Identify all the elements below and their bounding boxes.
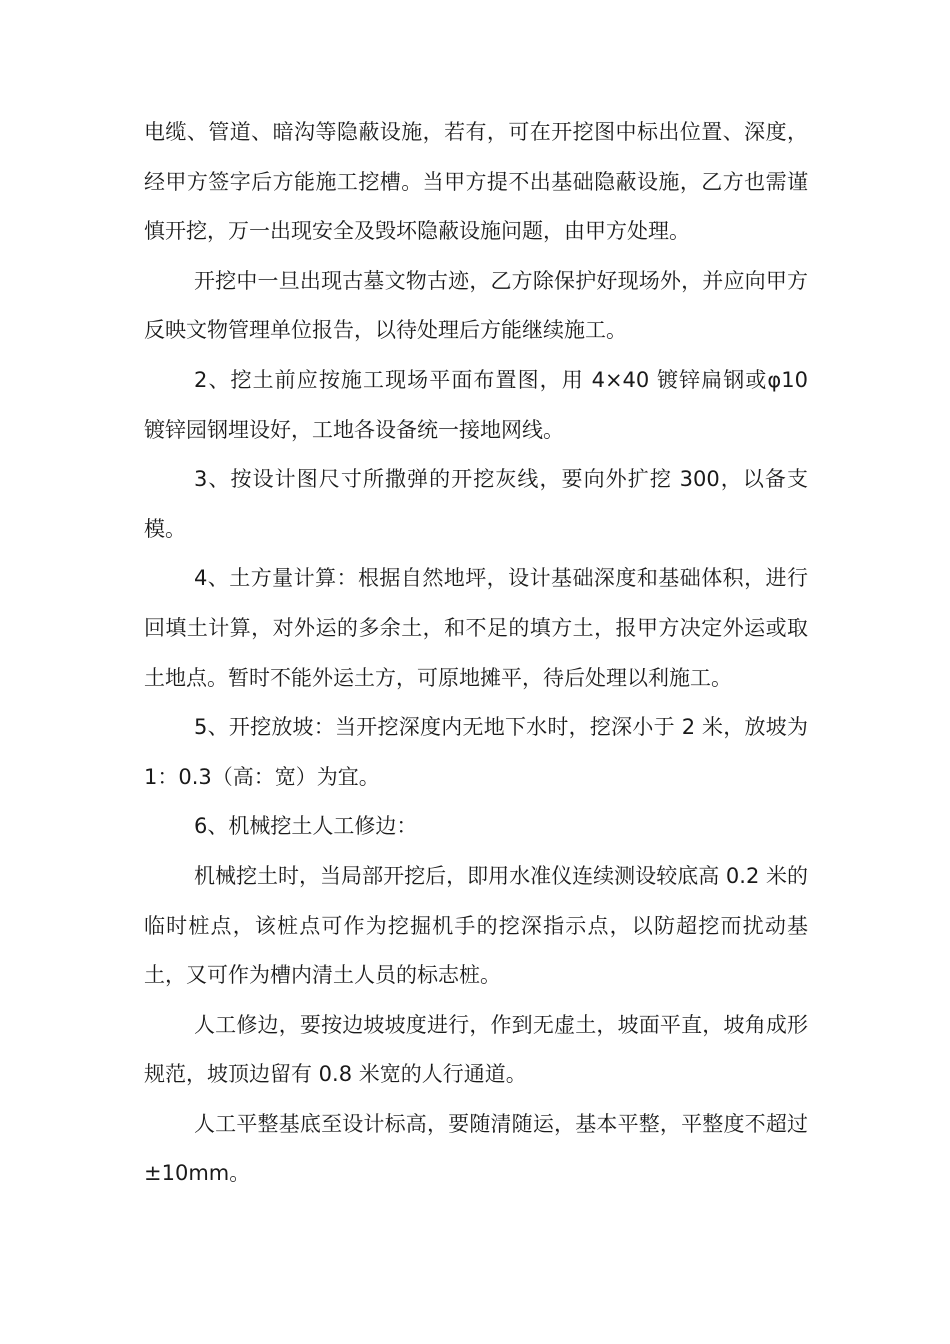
paragraph-item-2-grounding: 2、挖土前应按施工现场平面布置图，用 4×40 镀锌扁钢或φ10 镀锌园钢埋设好，工地各设备统一接地网线。 xyxy=(144,367,808,442)
document-body xyxy=(144,108,808,1199)
paragraph-item-6-heading: 6、机械挖土人工修边： xyxy=(194,814,418,839)
paragraph-base-leveling: 人工平整基底至设计标高，要随清随运，基本平整，平整度不超过±10mm。 xyxy=(144,1111,808,1186)
paragraph-manual-trimming: 人工修边，要按边坡坡度进行，作到无虚土，坡面平直，坡角成形规范，坡顶边留有 0.8 米宽的人行通道。 xyxy=(144,1012,808,1087)
paragraph-hidden-facilities: 电缆、管道、暗沟等隐蔽设施，若有，可在开挖图中标出位置、深度，经甲方签字后方能施工挖槽。当甲方提不出基础隐蔽设施，乙方也需谨慎开挖，万一出现安全及毁坏隐蔽设施问题，由甲方处理。 xyxy=(144,120,808,244)
paragraph-item-3-lime-line: 3、按设计图尺寸所撒弹的开挖灰线，要向外扩挖 300，以备支模。 xyxy=(144,467,808,541)
paragraph-cultural-relics: 开挖中一旦出现古墓文物古迹，乙方除保护好现场外，并应向甲方反映文物管理单位报告，以待处理后方能继续施工。 xyxy=(144,268,808,343)
paragraph-item-4-earthwork-calc: 4、土方量计算：根据自然地坪，设计基础深度和基础体积，进行回填土计算，对外运的多余土，和不足的填方土，报甲方决定外运或取土地点。暂时不能外运土方，可原地摊平，待后处理以利施工。 xyxy=(144,566,808,690)
paragraph-item-5-slope: 5、开挖放坡：当开挖深度内无地下水时，挖深小于 2 米，放坡为 1：0.3（高：宽）为宜。 xyxy=(144,715,808,789)
paragraph-machine-excavation: 机械挖土时，当局部开挖后，即用水准仪连续测设较底高 0.2 米的临时桩点，该桩点可作为挖掘机手的挖深指示点，以防超挖而扰动基土，又可作为槽内清土人员的标志桩。 xyxy=(144,863,808,988)
